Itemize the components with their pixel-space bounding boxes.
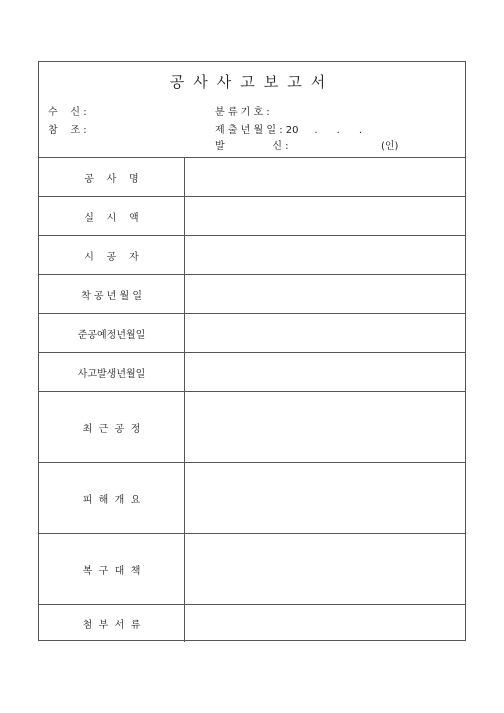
accident-report-form xyxy=(38,61,466,641)
field-row-damage-summary xyxy=(39,463,465,534)
sender-label: 발 신 : xyxy=(215,141,289,152)
field-label: 복 구 대 책 xyxy=(39,534,185,604)
field-label: 착 공 년 월 일 xyxy=(39,275,185,313)
field-label: 최 근 공 정 xyxy=(39,392,185,462)
field-row-completion-date xyxy=(39,314,465,353)
field-label: 실 시 액 xyxy=(39,197,185,235)
field-value[interactable] xyxy=(185,463,465,533)
receiver-label: 수 신 : xyxy=(48,107,87,118)
field-row-amount xyxy=(39,197,465,236)
field-row-start-date xyxy=(39,275,465,314)
field-row-recovery-plan xyxy=(39,534,465,605)
reference-label: 참 조 : xyxy=(48,125,87,136)
field-label: 공 사 명 xyxy=(39,158,185,196)
field-row-accident-date xyxy=(39,353,465,392)
submit-date-label: 제 출 년 월 일 : 20 . . . xyxy=(215,125,363,136)
document-title: 공사사고보고서 xyxy=(169,73,335,91)
field-row-contractor xyxy=(39,236,465,275)
field-value[interactable] xyxy=(185,158,465,196)
classification-label: 분 류 기 호 : xyxy=(215,107,270,118)
field-label: 피 해 개 요 xyxy=(39,463,185,533)
report-fields xyxy=(39,158,465,642)
seal-mark: (인) xyxy=(381,141,399,152)
field-row-attachments xyxy=(39,605,465,642)
field-value[interactable] xyxy=(185,275,465,313)
field-label: 시 공 자 xyxy=(39,236,185,274)
field-value[interactable] xyxy=(185,353,465,391)
field-value[interactable] xyxy=(185,236,465,274)
field-value[interactable] xyxy=(185,605,465,642)
field-value[interactable] xyxy=(185,314,465,352)
report-header xyxy=(39,62,465,158)
field-label: 사고발생년월일 xyxy=(39,353,185,391)
field-value[interactable] xyxy=(185,392,465,462)
field-row-project-name xyxy=(39,158,465,197)
field-value[interactable] xyxy=(185,534,465,604)
field-label: 첨 부 서 류 xyxy=(39,605,185,642)
field-label: 준공예정년월일 xyxy=(39,314,185,352)
field-value[interactable] xyxy=(185,197,465,235)
field-row-recent-progress xyxy=(39,392,465,463)
